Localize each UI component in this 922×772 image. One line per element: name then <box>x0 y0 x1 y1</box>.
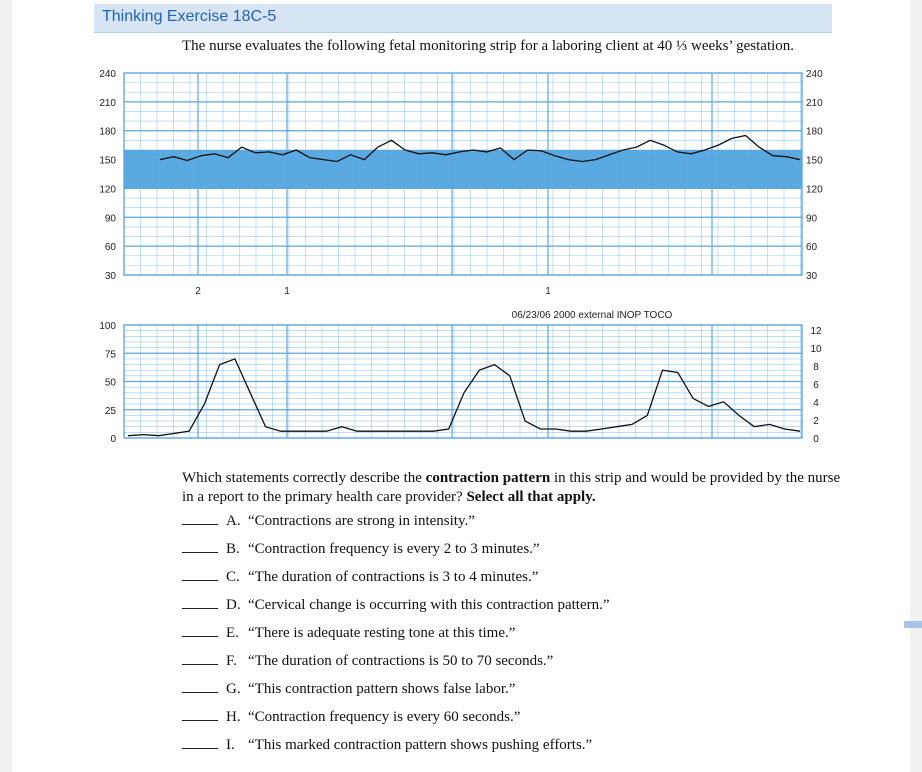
ua-tick-left: 50 <box>104 377 116 389</box>
answer-blank[interactable] <box>182 652 218 665</box>
option-text: “Contraction frequency is every 60 seconds.” <box>248 709 521 725</box>
fhr-tick-right: 60 <box>806 242 818 254</box>
answer-blank[interactable] <box>182 736 218 749</box>
option-text: “This marked contraction pattern shows pushing efforts.” <box>248 737 593 753</box>
question-emphasis: contraction pattern <box>425 470 551 486</box>
fhr-tick-right: 120 <box>806 184 823 196</box>
minute-mark: 2 <box>195 286 201 297</box>
fhr-tick-right: 180 <box>806 126 823 138</box>
fhr-tick-left: 150 <box>99 155 116 167</box>
option-b[interactable] <box>182 540 822 562</box>
ua-tick-left: 25 <box>104 405 116 417</box>
fhr-tick-right: 150 <box>806 155 823 167</box>
minute-mark: 1 <box>284 286 290 297</box>
answer-blank[interactable] <box>182 596 218 609</box>
option-a[interactable] <box>182 512 822 534</box>
option-text: “The duration of contractions is 3 to 4 minutes.” <box>248 569 539 585</box>
fhr-tick-left: 30 <box>104 271 116 282</box>
option-text: “This contraction pattern shows false labor.” <box>248 681 516 697</box>
option-letter: F. <box>226 653 237 669</box>
answer-blank[interactable] <box>182 708 218 721</box>
ua-tick-left: 0 <box>110 434 116 445</box>
question-instruction: Select all that apply. <box>466 489 596 505</box>
minute-mark: 1 <box>545 286 551 297</box>
answer-blank[interactable] <box>182 568 218 581</box>
exercise-title: Thinking Exercise 18C-5 <box>102 8 277 25</box>
fhr-tick-left: 180 <box>99 126 116 138</box>
answer-blank[interactable] <box>182 680 218 693</box>
fhr-tick-left: 210 <box>99 97 116 109</box>
fhr-tick-right: 210 <box>806 97 823 109</box>
answer-blank[interactable] <box>182 512 218 525</box>
option-text: “Contractions are strong in intensity.” <box>248 513 475 529</box>
option-h[interactable] <box>182 708 822 730</box>
fhr-tick-left: 240 <box>99 69 116 80</box>
fhr-tick-right: 30 <box>806 271 818 282</box>
ua-tick-right: 6 <box>813 380 819 391</box>
option-letter: B. <box>226 541 240 557</box>
ua-tick-left: 75 <box>104 349 116 361</box>
option-text: “Contraction frequency is every 2 to 3 minutes.” <box>248 541 540 557</box>
option-letter: C. <box>226 569 240 585</box>
option-text: “The duration of contractions is 50 to 70 seconds.” <box>248 653 554 669</box>
question-prefix: Which statements correctly describe the <box>182 470 426 486</box>
ua-tick-right: 10 <box>810 344 822 355</box>
option-letter: E. <box>226 625 239 641</box>
option-letter: H. <box>226 709 241 725</box>
question-middle: in this strip and would be provided by the nurse in a report to the primary health care provider? <box>182 470 841 505</box>
option-text: “There is adequate resting tone at this time.” <box>248 625 516 641</box>
option-d[interactable] <box>182 596 822 618</box>
option-letter: I. <box>226 737 235 753</box>
option-i[interactable] <box>182 736 822 758</box>
ua-tick-right: 12 <box>810 326 822 337</box>
answer-blank[interactable] <box>182 624 218 637</box>
option-letter: A. <box>226 513 241 529</box>
option-g[interactable] <box>182 680 822 702</box>
option-e[interactable] <box>182 624 822 646</box>
fhr-tick-left: 120 <box>99 184 116 196</box>
option-text: “Cervical change is occurring with this contraction pattern.” <box>248 597 610 613</box>
fhr-tick-right: 90 <box>806 213 818 225</box>
option-letter: D. <box>226 597 241 613</box>
ua-tick-right: 8 <box>813 362 819 373</box>
option-c[interactable] <box>182 568 822 590</box>
monitor-annotation: 06/23/06 2000 external INOP TOCO <box>511 310 673 321</box>
ua-tick-right: 4 <box>813 398 819 409</box>
fhr-tick-left: 90 <box>104 213 116 225</box>
question-text <box>182 469 842 507</box>
fhr-tick-left: 60 <box>104 242 116 254</box>
ua-tick-right: 2 <box>813 416 819 427</box>
scroll-indicator[interactable] <box>904 621 922 628</box>
option-letter: G. <box>226 681 241 697</box>
option-f[interactable] <box>182 652 822 674</box>
intro-text: The nurse evaluates the following fetal monitoring strip for a laboring client at 40 ⅓ weeks’ gestation. <box>182 38 795 54</box>
ua-tick-right: 0 <box>813 434 819 445</box>
answer-blank[interactable] <box>182 540 218 553</box>
fhr-tick-right: 240 <box>806 69 823 80</box>
ua-tick-left: 100 <box>99 321 116 332</box>
